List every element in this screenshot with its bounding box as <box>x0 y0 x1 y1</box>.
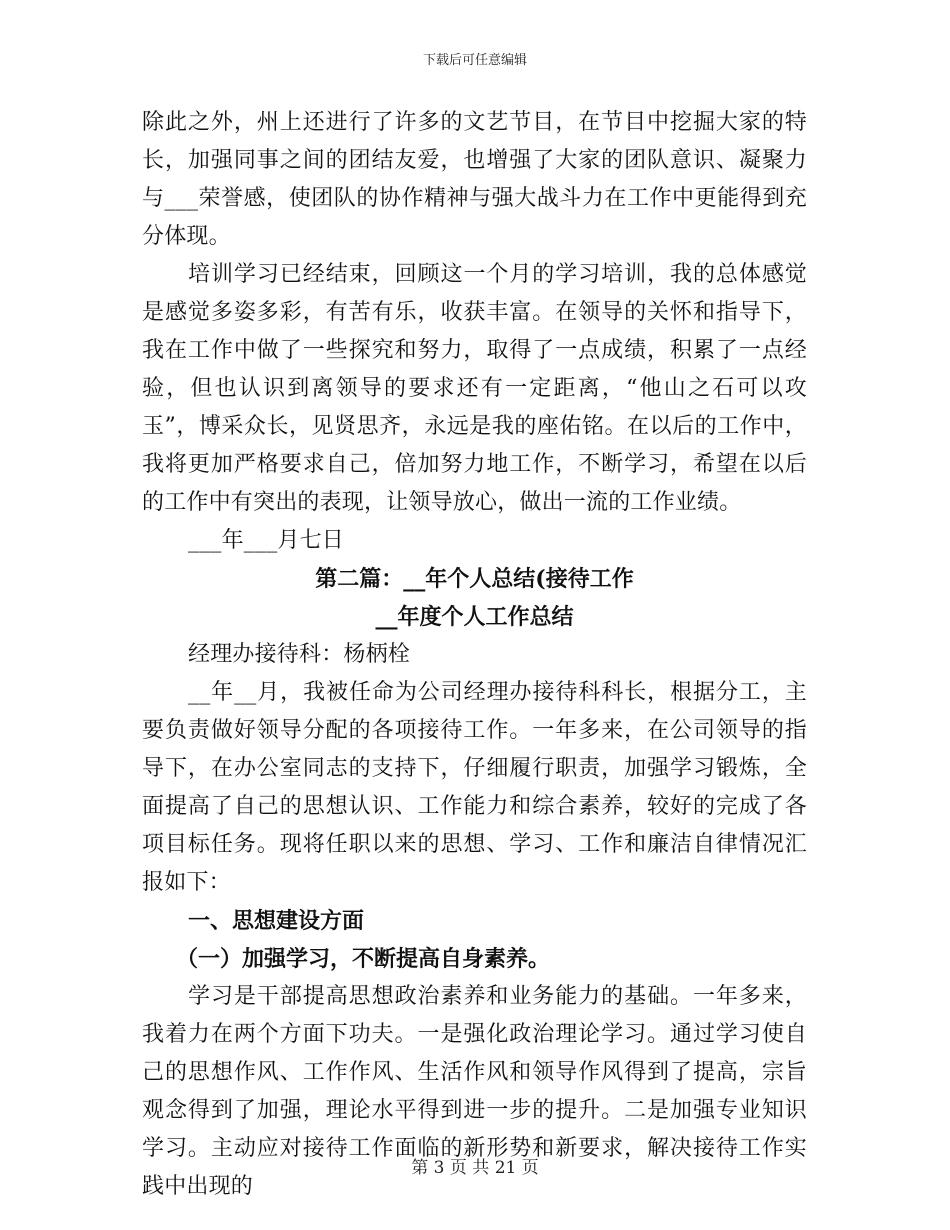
page-footer: 第 3 页 共 21 页 <box>411 1158 539 1178</box>
paragraph-continuation: 除此之外，州上还进行了许多的文艺节目，在节目中挖掘大家的特长，加强同事之间的团结友爱，也增强了大家的团队意识、凝聚力与___荣誉感，使团队的协作精神与强大战斗力在工作中更能得到充分体现。 <box>142 110 807 249</box>
paragraph-introduction: __年__月，我被任命为公司经理办接待科科长，根据分工，主要负责做好领导分配的各项接待工作。一年多来，在公司领导的指导下，在办公室同志的支持下，仔细履行职责，加强学习锻炼，全面提高了自己的思想认识、工作能力和综合素养，较好的完成了各项目标任务。现将任职以来的思想、学习、工作和廉洁自律情况汇报如下： <box>142 680 807 895</box>
paragraph-training-summary: 培训学习已经结束，回顾这一个月的学习培训，我的总体感觉是感觉多姿多彩，有苦有乐，收获丰富。在领导的关怀和指导下，我在工作中做了一些探究和努力，取得了一点成绩，积累了一点经验，但也认识到离领导的要求还有一定距离，“他山之石可以攻玉”，博采众长，见贤思齐，永远是我的座佑铭。在以后的工作中，我将更加严格要求自己，倍加努力地工作，不断学习，希望在以后的工作中有突出的表现，让领导放心，做出一流的工作业绩。 <box>142 262 807 515</box>
page-header: 下载后可任意编辑 <box>422 53 527 68</box>
section-title: 第二篇：__年个人总结(接待工作 <box>315 566 634 592</box>
section-subtitle: __年度个人工作总结 <box>375 604 574 630</box>
author-line: 经理办接待科：杨柄栓 <box>188 642 411 667</box>
document-content <box>142 104 807 1206</box>
heading-thought-building: 一、思想建设方面 <box>188 908 365 934</box>
paragraph-learning: 学习是干部提高思想政治素养和业务能力的基础。一年多来，我着力在两个方面下功夫。一是强化政治理论学习。通过学习使自己的思想作风、工作作风、生活作风和领导作风得到了提高，宗旨观念得到了加强，理论水平得到进一步的提升。二是加强专业知识学习。主动应对接待工作面临的新形势和新要求，解决接待工作实践中出现的 <box>142 984 807 1199</box>
date-line: ___年___月七日 <box>188 528 345 553</box>
subheading-strengthen-learning: （一）加强学习，不断提高自身素养。 <box>176 946 551 972</box>
